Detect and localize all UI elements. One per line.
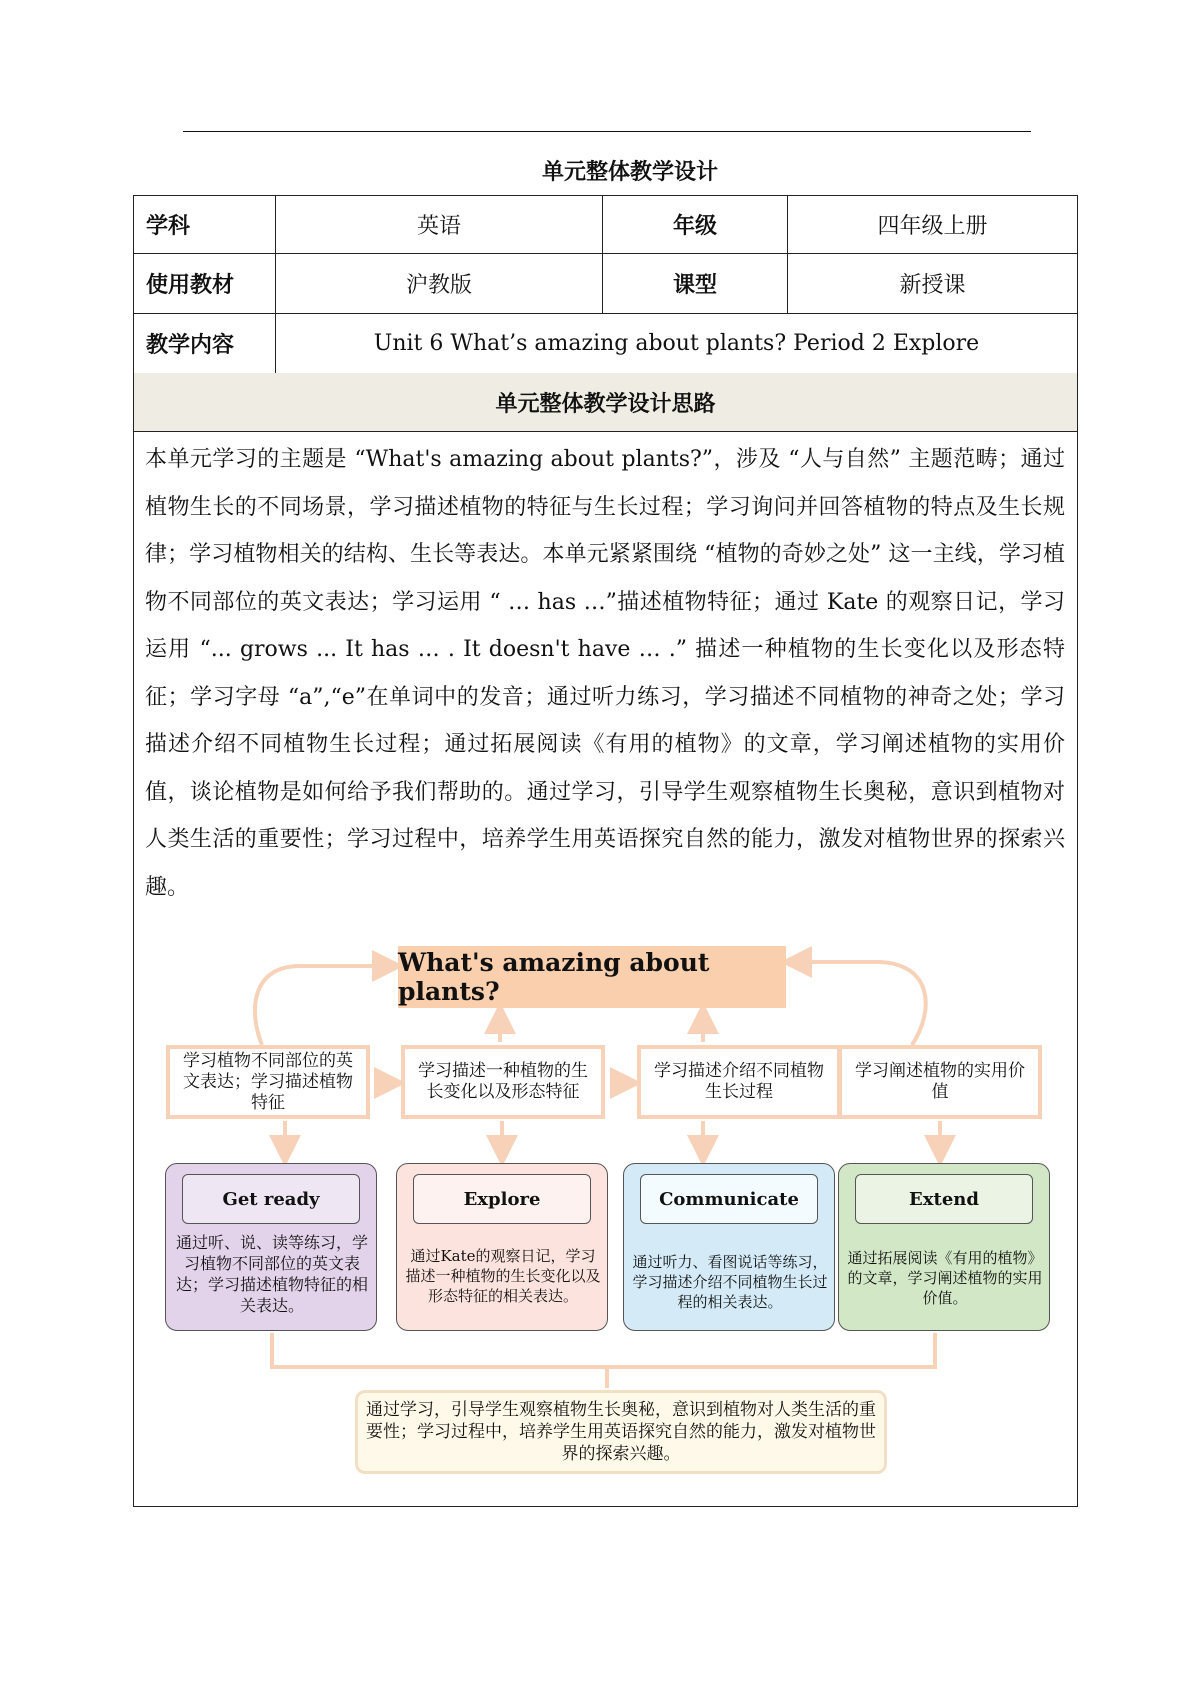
goal-box-3: 学习描述介绍不同植物生长过程	[637, 1045, 841, 1119]
stage-description: 通过听力、看图说话等练习，学习描述介绍不同植物生长过程的相关表达。	[632, 1253, 828, 1311]
grade-value: 四年级上册	[877, 213, 988, 239]
document-title: 单元整体教学设计	[541, 159, 718, 185]
design-idea-heading: 单元整体教学设计思路	[134, 373, 1077, 431]
stage-label: Extend	[855, 1174, 1033, 1224]
content-label: 教学内容	[146, 331, 235, 358]
stage-description: 通过拓展阅读《有用的植物》的文章，学习阐述植物的实用价值。	[847, 1249, 1043, 1307]
textbook-value: 沪教版	[405, 272, 472, 298]
stage-description: 通过听、说、读等练习，学习植物不同部位的英文表达；学习描述植物特征的相关表达。	[175, 1233, 368, 1315]
subject-label: 学科	[146, 212, 191, 239]
goal-box-1: 学习植物不同部位的英文表达；学习描述植物特征	[166, 1045, 370, 1119]
grade-label: 年级	[672, 212, 717, 239]
stage-extend	[838, 1163, 1050, 1331]
stage-label: Get ready	[182, 1174, 360, 1224]
stage-label: Explore	[413, 1174, 591, 1224]
textbook-label: 使用教材	[146, 271, 235, 298]
stage-explore	[396, 1163, 608, 1331]
goal-box-4: 学习阐述植物的实用价值	[838, 1045, 1042, 1119]
goal-box-2: 学习描述一种植物的生长变化以及形态特征	[401, 1045, 605, 1119]
lesson-type-value: 新授课	[899, 272, 966, 298]
stage-label: Communicate	[640, 1174, 818, 1224]
lesson-type-label: 课型	[672, 271, 717, 298]
design-idea-paragraph: 本单元学习的主题是 “What's amazing about plants?”，涉及 “人与自然” 主题范畴；通过植物生长的不同场景，学习描述植物的特征与生长过程；学习询问并回答植物的特点及生长规律；学习植物相关的结构、生长等表达。本单元紧紧围绕 “植物的奇妙之处” 这一主线，学习植物不同部位的英文表达；学习运用 “ … has …”描述植物特征；通过 Kate 的观察日记，学习运用 “... grows ... It has … . It doesn't have … .” 描述一种植物的生长变化以及形态特征；学习字母 “a”,“e”在单词中的发音；通过听力练习，学习描述不同植物的神奇之处；学习描述介绍不同植物生长过程；通过拓展阅读《有用的植物》的文章，学习阐述植物的实用价值，谈论植物是如何给予我们帮助的。通过学习，引导学生观察植物生长奥秘，意识到植物对人类生活的重要性；学习过程中，培养学生用英语探究自然的能力，激发对植物世界的探索兴趣。	[145, 447, 1065, 900]
stage-get-ready	[165, 1163, 377, 1331]
stage-description: 通过Kate的观察日记，学习描述一种植物的生长变化以及形态特征的相关表达。	[405, 1247, 601, 1305]
main-question-box: What's amazing about plants?	[398, 946, 786, 1008]
summary-box: 通过学习，引导学生观察植物生长奥秘，意识到植物对人类生活的重要性；学习过程中，培养学生用英语探究自然的能力，激发对植物世界的探索兴趣。	[355, 1390, 887, 1474]
subject-value: 英语	[416, 213, 461, 239]
stage-communicate	[623, 1163, 835, 1331]
content-value: Unit 6 What’s amazing about plants? Period 2 Explore	[373, 330, 980, 356]
